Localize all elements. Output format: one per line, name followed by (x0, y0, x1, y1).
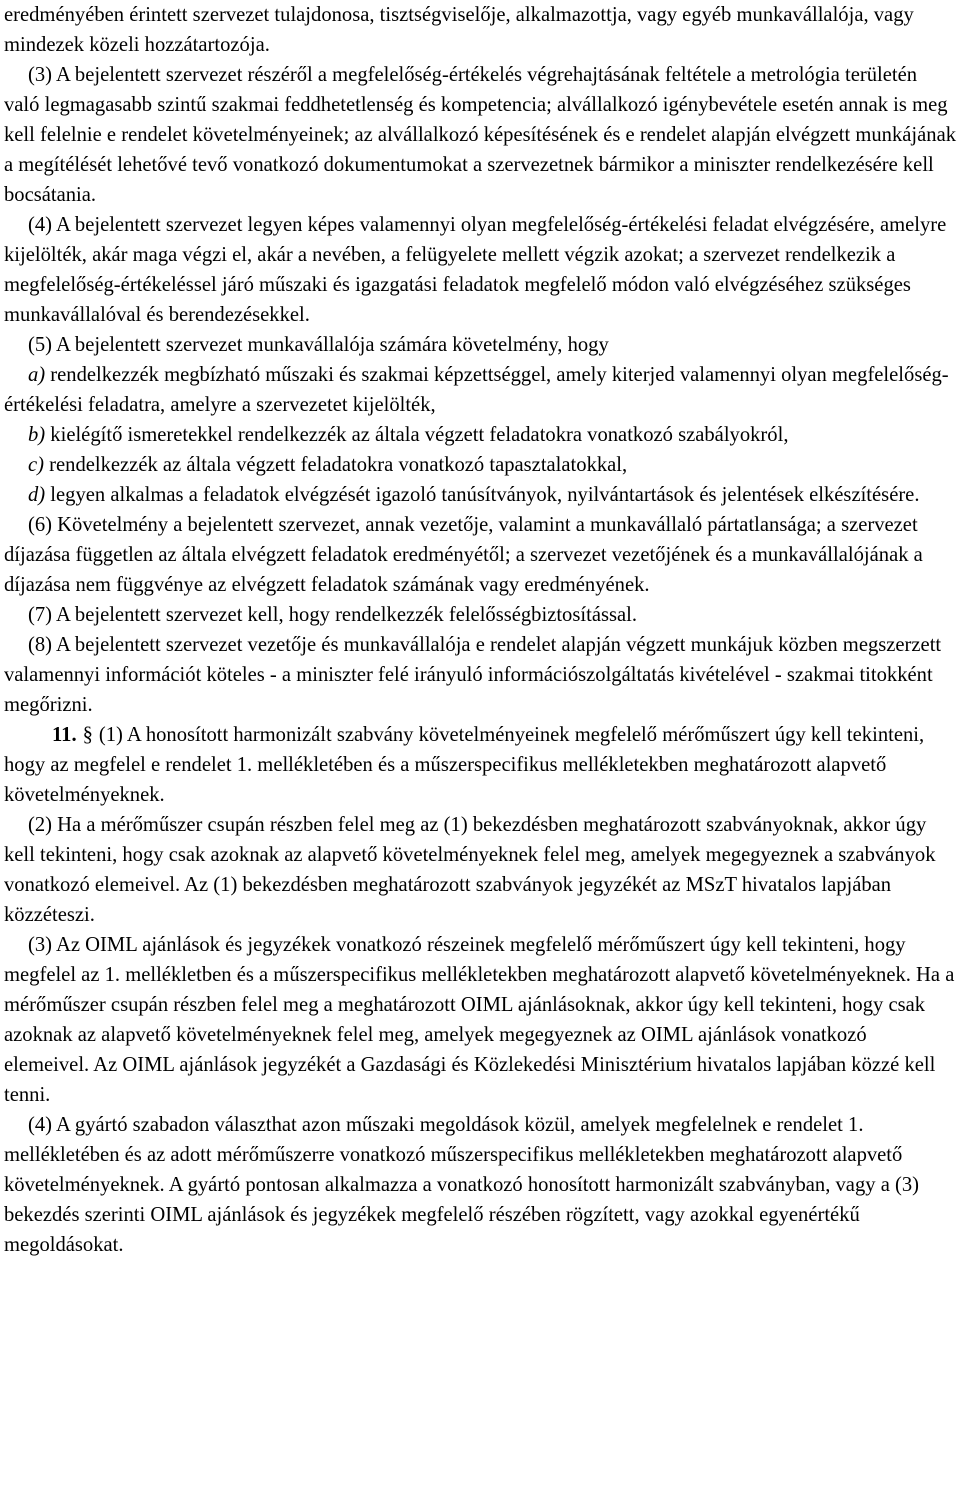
item-label-d: d) (28, 484, 46, 506)
paragraph-7: (7) A bejelentett szervezet kell, hogy rendelkezzék felelősségbiztosítással. (28, 604, 637, 626)
section-symbol: § (82, 724, 93, 746)
section-11-paragraph-3: (3) Az OIML ajánlások és jegyzékek vonatkozó részeinek megfelelő mérőműszert úgy kell tekinteni, hogy megfelel az 1. mellékletben és a műszerspecifikus mellékletekben meghatározott alapvető követelményeknek. Ha a mérőműszer csupán részben felel meg a meghatározott OIML ajánlásoknak, akkor úgy kell tekinteni, hogy csak azoknak az alapvető követelményeknek felel meg, amelyek megegyeznek az OIML ajánlások vonatkozó elemeivel. Az OIML ajánlások jegyzékét a Gazdasági és Közlekedési Minisztérium hivatalos lapjában közzé kell tenni. (4, 934, 955, 1106)
paragraph-4: (4) A bejelentett szervezet legyen képes valamennyi olyan megfelelőség-értékelési feladat elvégzésére, amelyre kijelölték, akár maga végzi el, akár a nevében, a felügyelete mellett végzik azokat; a szervezet rendelkezik a megfelelőség-értékeléssel járó műszaki és igazgatási feladatok megfelelő módon való elvégzéséhez szükséges munkavállalóval és berendezésekkel. (4, 214, 947, 326)
section-11-paragraph-2: (2) Ha a mérőműszer csupán részben felel meg az (1) bekezdésben meghatározott szabványoknak, akkor úgy kell tekinteni, hogy csak azoknak az alapvető követelményeknek felel meg, amelyek megegyeznek a szabványok vonatkozó elemeivel. Az (1) bekezdésben meghatározott szabványok jegyzékét az MSzT hivatalos lapjában közzéteszi. (4, 814, 936, 926)
section-11-paragraph-1 (4, 720, 956, 810)
section-number: 11. (52, 724, 77, 746)
item-text-a: rendelkezzék megbízható műszaki és szakmai képzettséggel, amely kiterjed valamennyi olyan megfelelőség-értékelési feladatra, amelyre a szervezetet kijelölték, (4, 364, 949, 416)
paragraph-5-item-b (4, 420, 956, 450)
item-text-c: rendelkezzék az általa végzett feladatokra vonatkozó tapasztalatokkal, (44, 454, 628, 476)
section-11-paragraph-1-text: (1) A honosított harmonizált szabvány követelményeinek megfelelő mérőműszert úgy kell tekinteni, hogy az megfelel e rendelet 1. mellékletében és a műszerspecifikus mellékletekben meghatározott alapvető követelményeknek. (4, 724, 925, 806)
paragraph-5: (5) A bejelentett szervezet munkavállalója számára követelmény, hogy (28, 334, 609, 356)
paragraph-5-item-d (4, 480, 956, 510)
item-label-b: b) (28, 424, 46, 446)
item-label-a: a) (28, 364, 46, 386)
paragraph-8: (8) A bejelentett szervezet vezetője és munkavállalója e rendelet alapján végzett munkájuk közben megszerzett valamennyi információt köteles - a miniszter felé irányuló információszolgáltatás kivételével - szakmai titokként megőrizni. (4, 634, 942, 716)
paragraph-6: (6) Követelmény a bejelentett szervezet, annak vezetője, valamint a munkavállaló pártatlansága; a szervezet díjazása független az általa elvégzett feladatok eredményétől; a szervezet vezetőjének és a munkavállalójának a díjazása nem függvénye az elvégzett feladatok számának vagy eredményének. (4, 514, 923, 596)
paragraph-continuation: eredményében érintett szervezet tulajdonosa, tisztségviselője, alkalmazottja, vagy egyéb munkavállalója, vagy mindezek közeli hozzátartozója. (4, 4, 914, 56)
paragraph-5-item-a (4, 360, 956, 420)
section-11-paragraph-4: (4) A gyártó szabadon választhat azon műszaki megoldások közül, amelyek megfelelnek e rendelet 1. mellékletében és az adott mérőműszerre vonatkozó műszerspecifikus mellékletekben meghatározott alapvető követelményeknek. A gyártó pontosan alkalmazza a vonatkozó honosított harmonizált szabványban, vagy a (3) bekezdés szerinti OIML ajánlások és jegyzékek megfelelő részében rögzített, vagy azokkal egyenértékű megoldásokat. (4, 1114, 919, 1256)
item-label-c: c) (28, 454, 44, 476)
item-text-d: legyen alkalmas a feladatok elvégzését igazoló tanúsítványok, nyilvántartások és jelentések elkészítésére. (45, 484, 920, 506)
item-text-b: kielégítő ismeretekkel rendelkezzék az általa végzett feladatokra vonatkozó szabályokról, (45, 424, 789, 446)
paragraph-5-item-c (4, 450, 956, 480)
paragraph-3: (3) A bejelentett szervezet részéről a megfelelőség-értékelés végrehajtásának feltétele a metrológia területén való legmagasabb szintű szakmai feddhetetlenség és kompetencia; alvállalkozó igénybevétele esetén annak is meg kell felelnie e rendelet követelményeinek; az alvállalkozó képesítésének és e rendelet alapján elvégzett munkájának a megítélését lehetővé tevő vonatkozó dokumentumokat a szervezetnek bármikor a miniszter rendelkezésére kell bocsátania. (4, 64, 957, 206)
